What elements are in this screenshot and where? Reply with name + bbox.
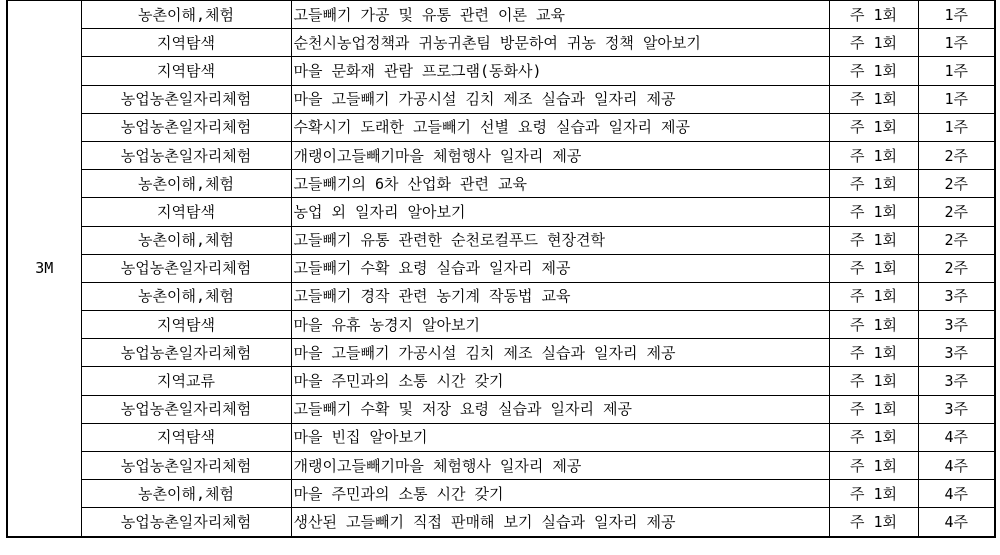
activity-cell: 마을 유휴 농경지 알아보기 — [291, 311, 829, 339]
category-cell: 농업농촌일자리체험 — [81, 113, 291, 141]
activity-cell: 고들빼기 유통 관련한 순천로컬푸드 현장견학 — [291, 226, 829, 254]
activity-cell: 마을 빈집 알아보기 — [291, 423, 829, 451]
category-cell: 농촌이해,체험 — [81, 480, 291, 508]
activity-cell: 마을 주민과의 소통 시간 갖기 — [291, 367, 829, 395]
category-cell: 농업농촌일자리체험 — [81, 339, 291, 367]
week-cell: 4주 — [918, 452, 995, 480]
week-cell: 3주 — [918, 282, 995, 310]
week-cell: 3주 — [918, 395, 995, 423]
frequency-cell: 주 1회 — [829, 395, 918, 423]
category-cell: 지역탐색 — [81, 311, 291, 339]
week-cell: 2주 — [918, 226, 995, 254]
frequency-cell: 주 1회 — [829, 85, 918, 113]
category-cell: 지역탐색 — [81, 198, 291, 226]
category-cell: 농업농촌일자리체험 — [81, 85, 291, 113]
week-cell: 2주 — [918, 141, 995, 169]
category-cell: 지역탐색 — [81, 423, 291, 451]
program-schedule-table — [6, 0, 996, 538]
activity-cell: 수확시기 도래한 고들빼기 선별 요령 실습과 일자리 제공 — [291, 113, 829, 141]
activity-cell: 고들빼기 경작 관련 농기계 작동법 교육 — [291, 282, 829, 310]
activity-cell: 개랭이고들빼기마을 체험행사 일자리 제공 — [291, 141, 829, 169]
frequency-cell: 주 1회 — [829, 452, 918, 480]
category-cell: 농업농촌일자리체험 — [81, 508, 291, 537]
activity-cell: 고들빼기 수확 및 저장 요령 실습과 일자리 제공 — [291, 395, 829, 423]
frequency-cell: 주 1회 — [829, 226, 918, 254]
frequency-cell: 주 1회 — [829, 141, 918, 169]
table-row — [7, 282, 995, 310]
program-schedule-table-container — [6, 0, 994, 538]
activity-cell: 고들빼기의 6차 산업화 관련 교육 — [291, 170, 829, 198]
category-cell: 농업농촌일자리체험 — [81, 395, 291, 423]
table-row — [7, 1, 995, 29]
activity-cell: 마을 고들빼기 가공시설 김치 제조 실습과 일자리 제공 — [291, 339, 829, 367]
week-cell: 2주 — [918, 170, 995, 198]
category-cell: 지역교류 — [81, 367, 291, 395]
week-cell: 4주 — [918, 508, 995, 537]
table-row — [7, 85, 995, 113]
week-cell: 3주 — [918, 311, 995, 339]
category-cell: 농업농촌일자리체험 — [81, 141, 291, 169]
week-cell: 3주 — [918, 367, 995, 395]
frequency-cell: 주 1회 — [829, 113, 918, 141]
table-row — [7, 254, 995, 282]
table-row — [7, 339, 995, 367]
category-cell: 농촌이해,체험 — [81, 170, 291, 198]
table-row — [7, 480, 995, 508]
frequency-cell: 주 1회 — [829, 29, 918, 57]
week-cell: 1주 — [918, 29, 995, 57]
frequency-cell: 주 1회 — [829, 57, 918, 85]
frequency-cell: 주 1회 — [829, 170, 918, 198]
frequency-cell: 주 1회 — [829, 480, 918, 508]
activity-cell: 고들빼기 수확 요령 실습과 일자리 제공 — [291, 254, 829, 282]
frequency-cell: 주 1회 — [829, 282, 918, 310]
table-row — [7, 226, 995, 254]
week-cell: 2주 — [918, 254, 995, 282]
category-cell: 농촌이해,체험 — [81, 1, 291, 29]
week-cell: 4주 — [918, 480, 995, 508]
category-cell: 농업농촌일자리체험 — [81, 452, 291, 480]
table-row — [7, 170, 995, 198]
week-cell: 1주 — [918, 1, 995, 29]
table-row — [7, 141, 995, 169]
table-row — [7, 113, 995, 141]
table-row — [7, 452, 995, 480]
frequency-cell: 주 1회 — [829, 198, 918, 226]
table-row — [7, 311, 995, 339]
frequency-cell: 주 1회 — [829, 367, 918, 395]
table-row — [7, 508, 995, 537]
activity-cell: 순천시농업정책과 귀농귀촌팀 방문하여 귀농 정책 알아보기 — [291, 29, 829, 57]
category-cell: 농촌이해,체험 — [81, 226, 291, 254]
frequency-cell: 주 1회 — [829, 1, 918, 29]
table-row — [7, 198, 995, 226]
frequency-cell: 주 1회 — [829, 508, 918, 537]
table-row — [7, 29, 995, 57]
activity-cell: 농업 외 일자리 알아보기 — [291, 198, 829, 226]
frequency-cell: 주 1회 — [829, 339, 918, 367]
category-cell: 지역탐색 — [81, 57, 291, 85]
week-cell: 3주 — [918, 339, 995, 367]
activity-cell: 생산된 고들빼기 직접 판매해 보기 실습과 일자리 제공 — [291, 508, 829, 537]
activity-cell: 마을 주민과의 소통 시간 갖기 — [291, 480, 829, 508]
category-cell: 지역탐색 — [81, 29, 291, 57]
category-cell: 농업농촌일자리체험 — [81, 254, 291, 282]
table-row — [7, 423, 995, 451]
activity-cell: 고들빼기 가공 및 유통 관련 이론 교육 — [291, 1, 829, 29]
table-row — [7, 57, 995, 85]
frequency-cell: 주 1회 — [829, 254, 918, 282]
week-cell: 1주 — [918, 113, 995, 141]
table-row — [7, 395, 995, 423]
week-cell: 1주 — [918, 57, 995, 85]
frequency-cell: 주 1회 — [829, 423, 918, 451]
week-cell: 1주 — [918, 85, 995, 113]
activity-cell: 마을 고들빼기 가공시설 김치 제조 실습과 일자리 제공 — [291, 85, 829, 113]
month-cell: 3M — [7, 1, 81, 537]
activity-cell: 개랭이고들빼기마을 체험행사 일자리 제공 — [291, 452, 829, 480]
week-cell: 2주 — [918, 198, 995, 226]
frequency-cell: 주 1회 — [829, 311, 918, 339]
category-cell: 농촌이해,체험 — [81, 282, 291, 310]
schedule-table-body — [7, 1, 995, 537]
table-row — [7, 367, 995, 395]
week-cell: 4주 — [918, 423, 995, 451]
activity-cell: 마을 문화재 관람 프로그램(동화사) — [291, 57, 829, 85]
